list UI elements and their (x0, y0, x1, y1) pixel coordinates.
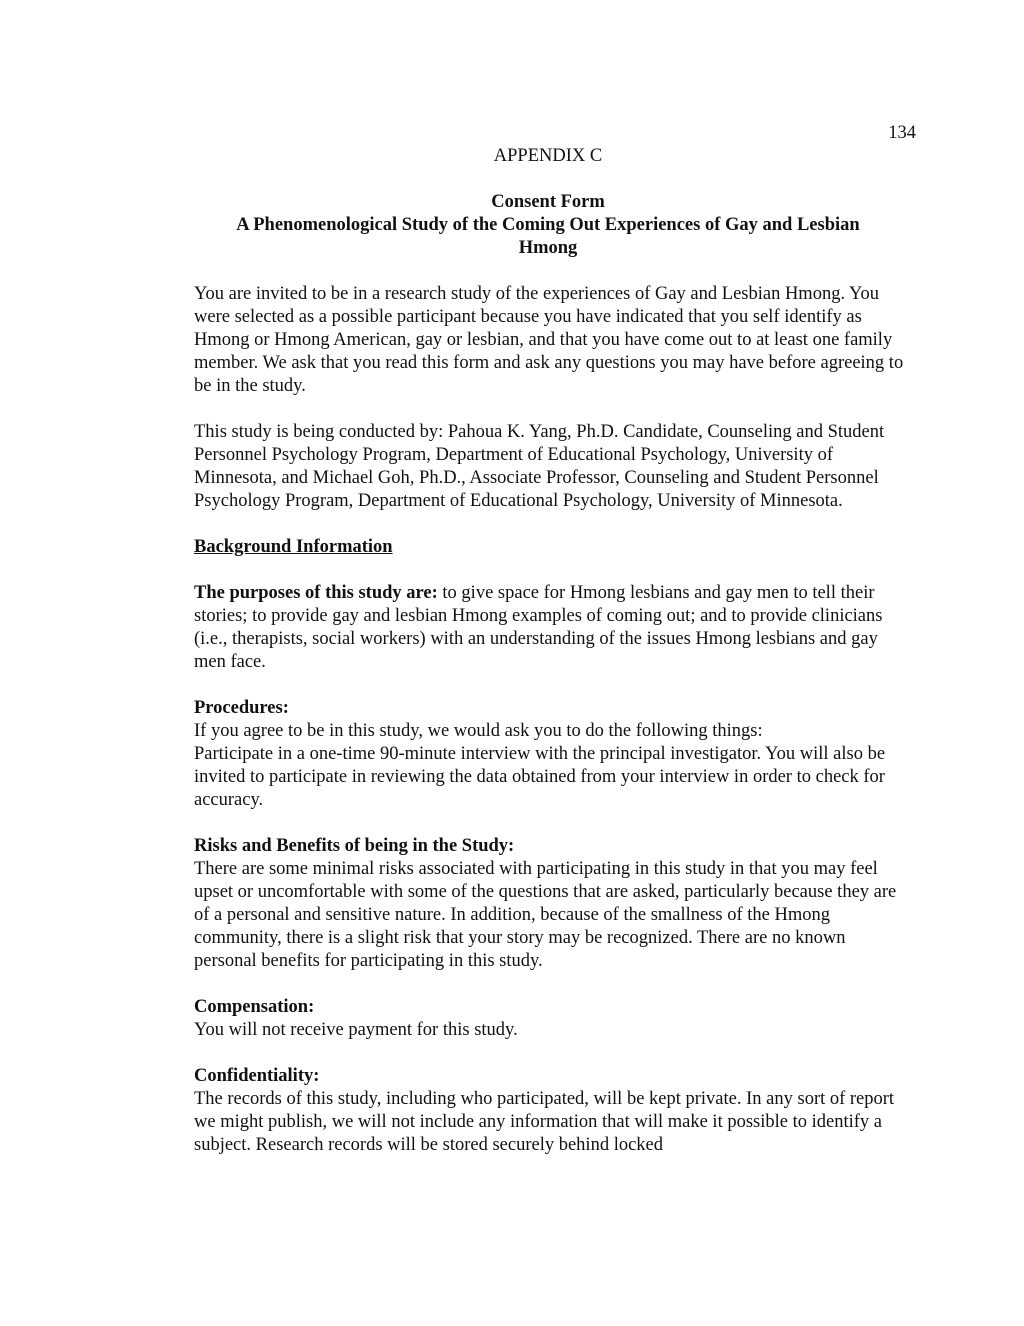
risks-section (194, 835, 906, 973)
confidentiality-section (194, 1065, 906, 1157)
confidentiality-text: The records of this study, including who participated, will be kept private. In any sort of report we might publish, we will not include any information that will make it possible to identify a subject. Research records will be stored securely behind locked (194, 1089, 895, 1155)
risks-heading: Risks and Benefits of being in the Study: (194, 836, 515, 856)
purpose-paragraph (194, 582, 906, 674)
confidentiality-heading: Confidentiality: (194, 1066, 320, 1086)
procedures-text: Participate in a one-time 90-minute interview with the principal investigator. You will also be invited to participate in reviewing the data obtained from your interview in order to check for accuracy. (194, 744, 886, 810)
compensation-text: You will not receive payment for this study. (194, 1020, 518, 1040)
intro-paragraph: You are invited to be in a research study of the experiences of Gay and Lesbian Hmong. You were selected as a possible participant because you have indicated that you self identify as Hmong or Hmong American, gay or lesbian, and that you have come out to at least one family member. We ask that you read this form and ask any questions you may have before agreeing to be in the study. (194, 284, 904, 396)
page-number: 134 (888, 123, 916, 143)
document-body (194, 283, 906, 1180)
form-title: Consent Form (491, 192, 605, 212)
purpose-label: The purposes of this study are: (194, 583, 438, 603)
compensation-heading: Compensation: (194, 997, 315, 1017)
procedures-section (194, 697, 906, 812)
conducted-by-paragraph: This study is being conducted by: Pahoua K. Yang, Ph.D. Candidate, Counseling and Student Personnel Psychology Program, Department of Educational Psychology, University of Minnesota, and Michael Goh, Ph.D., Associate Professor, Counseling and Student Personnel Psychology Program, Department of Educational Psychology, University of Minnesota. (194, 422, 885, 511)
study-title-line1: A Phenomenological Study of the Coming Out Experiences of Gay and Lesbian (236, 215, 860, 235)
title-block (194, 191, 902, 260)
purpose-text: to give space for Hmong lesbians and gay men to tell their stories; to provide gay and lesbian Hmong examples of coming out; and to provide clinicians (i.e., therapists, social workers) with an understanding of the issues Hmong lesbians and gay men face. (194, 583, 883, 672)
procedures-heading: Procedures: (194, 698, 289, 718)
study-title-line2: Hmong (518, 238, 578, 258)
background-heading: Background Information (194, 537, 393, 557)
compensation-section (194, 996, 906, 1042)
appendix-label: APPENDIX C (493, 146, 603, 166)
risks-text: There are some minimal risks associated with participating in this study in that you may feel upset or uncomfortable with some of the questions that are asked, particularly because they are of a personal and sensitive nature. In addition, because of the smallness of the Hmong community, there is a slight risk that your story may be recognized. There are no known personal benefits for participating in this study. (194, 859, 897, 971)
procedures-intro: If you agree to be in this study, we would ask you to do the following things: (194, 721, 763, 741)
